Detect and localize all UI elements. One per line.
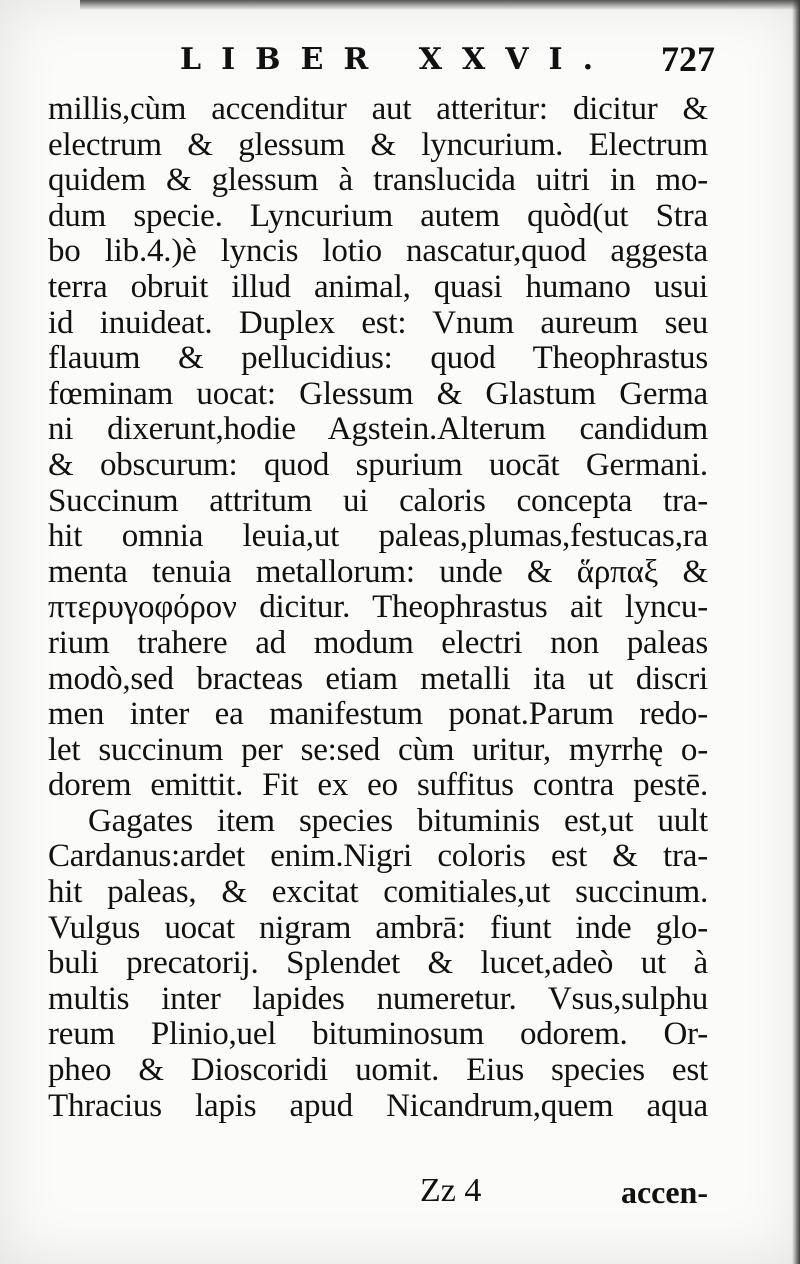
text-line: hit paleas, & excitat comitiales,ut succinum.: [48, 874, 708, 911]
text-line: Vulgus uocat nigram ambrā: fiunt inde glo-: [48, 909, 708, 946]
text-line: modò,sed bracteas etiam metalli ita ut discri: [48, 660, 708, 697]
paragraph-start-line: Gagates item species bituminis est,ut uult: [88, 802, 708, 839]
page-right-shadow: [792, 0, 800, 1264]
text-line: ni dixerunt,hodie Agstein.Alterum candidum: [48, 411, 708, 448]
catchword: accen-: [620, 1174, 708, 1210]
text-line: hit omnia leuia,ut paleas,plumas,festucas,ra: [48, 518, 708, 555]
page-footer: [48, 1172, 708, 1212]
text-line: menta tenuia metallorum: unde & ἅρπαξ &: [48, 553, 708, 590]
page-number: 727: [661, 39, 715, 79]
text-line: rium trahere ad modum electri non paleas: [48, 624, 708, 661]
page-top-shadow: [80, 0, 800, 10]
text-line: buli precatorij. Splendet & lucet,adeò ut à: [48, 945, 708, 982]
text-line: men inter ea manifestum ponat.Parum redo-: [48, 696, 708, 733]
text-line: Thracius lapis apud Nicandrum,quem aqua: [48, 1087, 708, 1124]
text-line: fœminam uocat: Glessum & Glastum Germa: [48, 375, 708, 412]
text-line: Cardanus:ardet enim.Nigri coloris est & tra-: [48, 838, 708, 875]
text-line: electrum & glessum & lyncurium. Electrum: [48, 126, 708, 163]
text-line: id inuideat. Duplex est: Vnum aureum seu: [48, 304, 708, 341]
page-header: [180, 38, 715, 88]
text-line: pheo & Dioscoridi uomit. Eius species est: [48, 1052, 708, 1089]
text-line: quidem & glessum à translucida uitri in mo-: [48, 162, 708, 199]
text-body: [48, 92, 708, 1124]
text-line: Succinum attritum ui caloris concepta tra-: [48, 482, 708, 519]
text-line: millis,cùm accenditur aut atteritur: dicitur &: [48, 91, 708, 127]
text-line: terra obruit illud animal, quasi humano usui: [48, 268, 708, 305]
text-line: let succinum per se:sed cùm uritur, myrrhę o-: [48, 731, 708, 768]
text-line: bo lib.4.)è lyncis lotio nascatur,quod aggesta: [48, 233, 708, 270]
running-title: LIBER XXVI.: [180, 42, 614, 77]
text-line: πτερυγοφόρον dicitur. Theophrastus ait lyncu-: [48, 589, 708, 626]
text-line: multis inter lapides numeretur. Vsus,sulphu: [48, 980, 708, 1017]
text-line: & obscurum: quod spurium uocāt Germani.: [48, 446, 708, 483]
text-line: dorem emittit. Fit ex eo suffitus contra pestē.: [48, 767, 708, 804]
text-line: reum Plinio,uel bituminosum odorem. Or-: [48, 1016, 708, 1053]
signature-mark: Zz 4: [420, 1172, 482, 1209]
text-line: dum specie. Lyncurium autem quòd(ut Stra: [48, 197, 708, 234]
text-line: flauum & pellucidius: quod Theophrastus: [48, 340, 708, 377]
